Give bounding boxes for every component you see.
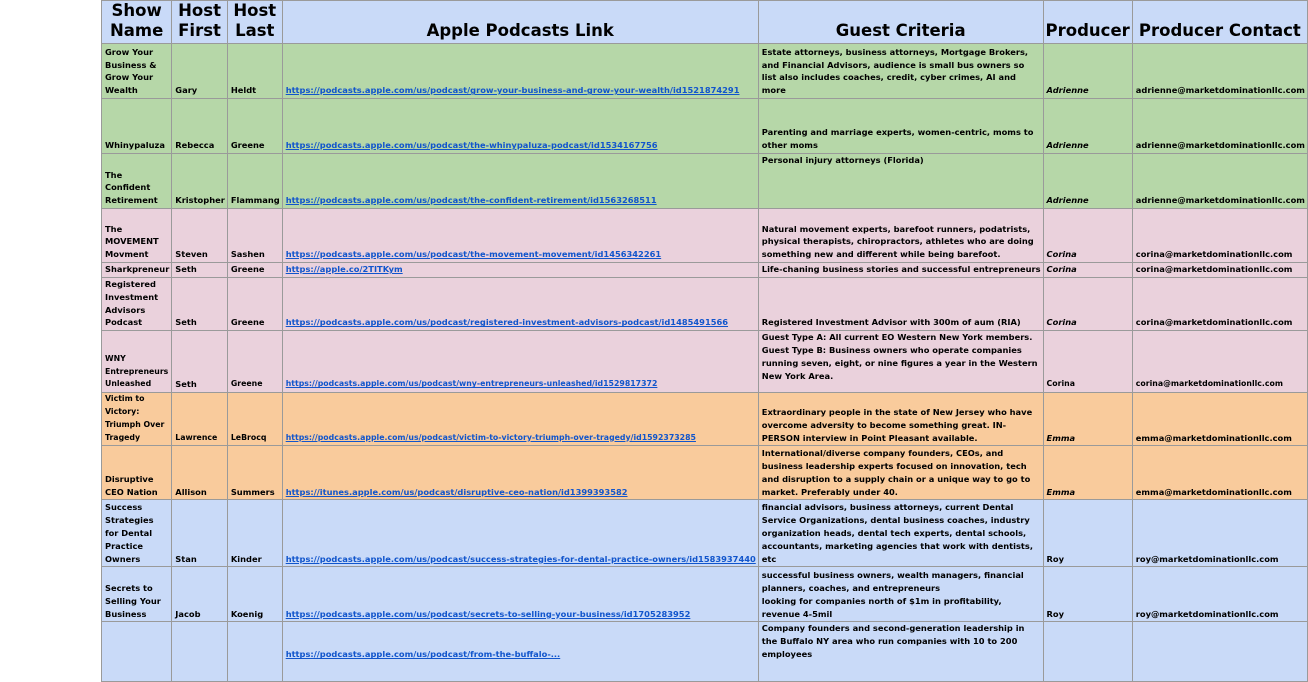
producer-cell[interactable]: Corina xyxy=(1043,278,1132,331)
host-first-cell[interactable]: Rebecca xyxy=(172,99,228,154)
table-row xyxy=(102,209,1308,263)
guest-criteria-cell[interactable]: Parenting and marriage experts, women-centric, moms to other moms xyxy=(758,99,1043,154)
apple-link-cell[interactable]: https://podcasts.apple.com/us/podcast/the-whinypaluza-podcast/id1534167756 xyxy=(282,99,758,154)
producer-cell[interactable]: Corina xyxy=(1043,263,1132,278)
header-guest-criteria[interactable]: Guest Criteria xyxy=(758,1,1043,44)
host-last-cell[interactable]: Koenig xyxy=(227,567,282,622)
producer-contact-cell[interactable] xyxy=(1132,622,1307,682)
apple-link-cell[interactable]: https://podcasts.apple.com/us/podcast/secrets-to-selling-your-business/id1705283952 xyxy=(282,567,758,622)
producer-cell[interactable]: Corina xyxy=(1043,331,1132,393)
producer-contact-cell[interactable]: adrienne@marketdominationllc.com xyxy=(1132,99,1307,154)
host-first-cell[interactable]: Jacob xyxy=(172,567,228,622)
show-name-cell[interactable]: Grow Your Business & Grow Your Wealth xyxy=(102,44,172,99)
guest-criteria-cell[interactable]: Estate attorneys, business attorneys, Mortgage Brokers, and Financial Advisors, audience is small bus owners so list also includes coaches, credit, cyber crimes, AI and more xyxy=(758,44,1043,99)
header-row xyxy=(102,1,1308,44)
host-last-cell[interactable]: Greene xyxy=(227,278,282,331)
host-first-cell[interactable]: Lawrence xyxy=(172,393,228,446)
producer-contact-cell[interactable]: corina@marketdominationllc.com xyxy=(1132,278,1307,331)
host-last-cell[interactable]: Summers xyxy=(227,446,282,500)
host-last-cell[interactable]: Heldt xyxy=(227,44,282,99)
table-row xyxy=(102,393,1308,446)
table-row xyxy=(102,622,1308,682)
host-last-cell[interactable]: Flammang xyxy=(227,154,282,209)
apple-link-cell[interactable]: https://podcasts.apple.com/us/podcast/grow-your-business-and-grow-your-wealth/id1521874291 xyxy=(282,44,758,99)
producer-contact-cell[interactable]: adrienne@marketdominationllc.com xyxy=(1132,154,1307,209)
apple-link-cell[interactable]: https://podcasts.apple.com/us/podcast/the-movement-movement/id1456342261 xyxy=(282,209,758,263)
show-name-cell[interactable]: The MOVEMENT Movment xyxy=(102,209,172,263)
header-host-first[interactable]: Host First xyxy=(172,1,228,44)
producer-contact-cell[interactable]: emma@marketdominationllc.com xyxy=(1132,446,1307,500)
producer-contact-cell[interactable]: emma@marketdominationllc.com xyxy=(1132,393,1307,446)
guest-criteria-cell[interactable]: successful business owners, wealth managers, financial planners, coaches, and entrepreneurs looking for companies north of $1m in profitability, revenue 4-5mil xyxy=(758,567,1043,622)
header-apple-link[interactable]: Apple Podcasts Link xyxy=(282,1,758,44)
producer-cell[interactable]: Emma xyxy=(1043,393,1132,446)
show-name-cell[interactable]: Whinypaluza xyxy=(102,99,172,154)
apple-link-cell[interactable]: https://itunes.apple.com/us/podcast/disruptive-ceo-nation/id1399393582 xyxy=(282,446,758,500)
show-name-cell[interactable]: Registered Investment Advisors Podcast xyxy=(102,278,172,331)
guest-criteria-cell[interactable]: Natural movement experts, barefoot runners, podatrists, physical therapists, chiropractors, athletes who are doing something new and different while being barefoot. xyxy=(758,209,1043,263)
guest-criteria-cell[interactable]: Registered Investment Advisor with 300m of aum (RIA) xyxy=(758,278,1043,331)
show-name-cell[interactable]: Secrets to Selling Your Business xyxy=(102,567,172,622)
guest-criteria-cell[interactable]: Company founders and second-generation leadership in the Buffalo NY area who run companies with 10 to 200 employees xyxy=(758,622,1043,682)
header-show-name[interactable]: Show Name xyxy=(102,1,172,44)
guest-criteria-cell[interactable]: Life-chaning business stories and successful entrepreneurs xyxy=(758,263,1043,278)
producer-cell[interactable] xyxy=(1043,622,1132,682)
host-first-cell[interactable]: Seth xyxy=(172,331,228,393)
table-row xyxy=(102,44,1308,99)
producer-cell[interactable]: Adrienne xyxy=(1043,99,1132,154)
table-row xyxy=(102,500,1308,567)
apple-link-cell[interactable]: https://podcasts.apple.com/us/podcast/wny-entrepreneurs-unleashed/id1529817372 xyxy=(282,331,758,393)
show-name-cell[interactable]: Sharkpreneur xyxy=(102,263,172,278)
producer-cell[interactable]: Adrienne xyxy=(1043,44,1132,99)
header-producer[interactable]: Producer xyxy=(1043,1,1132,44)
show-name-cell[interactable]: Disruptive CEO Nation xyxy=(102,446,172,500)
show-name-cell[interactable]: WNY Entrepreneurs Unleashed xyxy=(102,331,172,393)
show-name-cell[interactable]: The Confident Retirement xyxy=(102,154,172,209)
host-last-cell[interactable] xyxy=(227,622,282,682)
producer-cell[interactable]: Roy xyxy=(1043,500,1132,567)
producer-contact-cell[interactable]: roy@marketdominationllc.com xyxy=(1132,567,1307,622)
host-last-cell[interactable]: Kinder xyxy=(227,500,282,567)
host-last-cell[interactable]: Greene xyxy=(227,99,282,154)
guest-criteria-cell[interactable]: International/diverse company founders, CEOs, and business leadership experts focused on innovation, tech and disruption to a supply chain or a unique way to go to market. Preferably under 40. xyxy=(758,446,1043,500)
producer-cell[interactable]: Corina xyxy=(1043,209,1132,263)
apple-link-cell[interactable]: https://apple.co/2TITKym xyxy=(282,263,758,278)
table-row xyxy=(102,154,1308,209)
table-row xyxy=(102,446,1308,500)
host-first-cell[interactable]: Seth xyxy=(172,278,228,331)
header-producer-contact[interactable]: Producer Contact xyxy=(1132,1,1307,44)
apple-link-cell[interactable]: https://podcasts.apple.com/us/podcast/victim-to-victory-triumph-over-tragedy/id1592373285 xyxy=(282,393,758,446)
producer-contact-cell[interactable]: adrienne@marketdominationllc.com xyxy=(1132,44,1307,99)
apple-link-cell[interactable]: https://podcasts.apple.com/us/podcast/registered-investment-advisors-podcast/id1485491566 xyxy=(282,278,758,331)
spreadsheet-table xyxy=(101,0,1308,682)
guest-criteria-cell[interactable]: Extraordinary people in the state of New Jersey who have overcome adversity to become something great. IN-PERSON interview in Point Pleasant available. xyxy=(758,393,1043,446)
show-name-cell[interactable]: Victim to Victory: Triumph Over Tragedy xyxy=(102,393,172,446)
producer-cell[interactable]: Roy xyxy=(1043,567,1132,622)
host-first-cell[interactable]: Stan xyxy=(172,500,228,567)
host-last-cell[interactable]: Sashen xyxy=(227,209,282,263)
host-first-cell[interactable]: Steven xyxy=(172,209,228,263)
producer-cell[interactable]: Adrienne xyxy=(1043,154,1132,209)
host-first-cell[interactable] xyxy=(172,622,228,682)
host-last-cell[interactable]: Greene xyxy=(227,331,282,393)
table-row xyxy=(102,99,1308,154)
producer-contact-cell[interactable]: corina@marketdominationllc.com xyxy=(1132,209,1307,263)
producer-contact-cell[interactable]: roy@marketdominationllc.com xyxy=(1132,500,1307,567)
apple-link-cell[interactable]: https://podcasts.apple.com/us/podcast/from-the-buffalo-... xyxy=(282,622,758,682)
table-row xyxy=(102,263,1308,278)
table-row xyxy=(102,278,1308,331)
show-name-cell[interactable]: Success Strategies for Dental Practice Owners xyxy=(102,500,172,567)
guest-criteria-cell[interactable]: financial advisors, business attorneys, current Dental Service Organizations, dental business coaches, industry organization heads, dental tech experts, dental schools, accountants, marketing agencies that work with dentists, etc xyxy=(758,500,1043,567)
producer-contact-cell[interactable]: corina@marketdominationllc.com xyxy=(1132,263,1307,278)
apple-link-cell[interactable]: https://podcasts.apple.com/us/podcast/success-strategies-for-dental-practice-owners/id1583937440 xyxy=(282,500,758,567)
producer-cell[interactable]: Emma xyxy=(1043,446,1132,500)
host-first-cell[interactable]: Gary xyxy=(172,44,228,99)
apple-link-cell[interactable]: https://podcasts.apple.com/us/podcast/the-confident-retirement/id1563268511 xyxy=(282,154,758,209)
host-first-cell[interactable]: Seth xyxy=(172,263,228,278)
guest-criteria-cell[interactable]: Guest Type A: All current EO Western New York members. Guest Type B: Business owners who operate companies running seven, eight, or nine figures a year in the Western New York Area. xyxy=(758,331,1043,393)
host-first-cell[interactable]: Allison xyxy=(172,446,228,500)
table-row xyxy=(102,331,1308,393)
host-last-cell[interactable]: Greene xyxy=(227,263,282,278)
guest-criteria-cell[interactable]: Personal injury attorneys (Florida) xyxy=(758,154,1043,209)
host-last-cell[interactable]: LeBrocq xyxy=(227,393,282,446)
header-host-last[interactable]: Host Last xyxy=(227,1,282,44)
host-first-cell[interactable]: Kristopher xyxy=(172,154,228,209)
producer-contact-cell[interactable]: corina@marketdominationllc.com xyxy=(1132,331,1307,393)
show-name-cell[interactable] xyxy=(102,622,172,682)
table-row xyxy=(102,567,1308,622)
